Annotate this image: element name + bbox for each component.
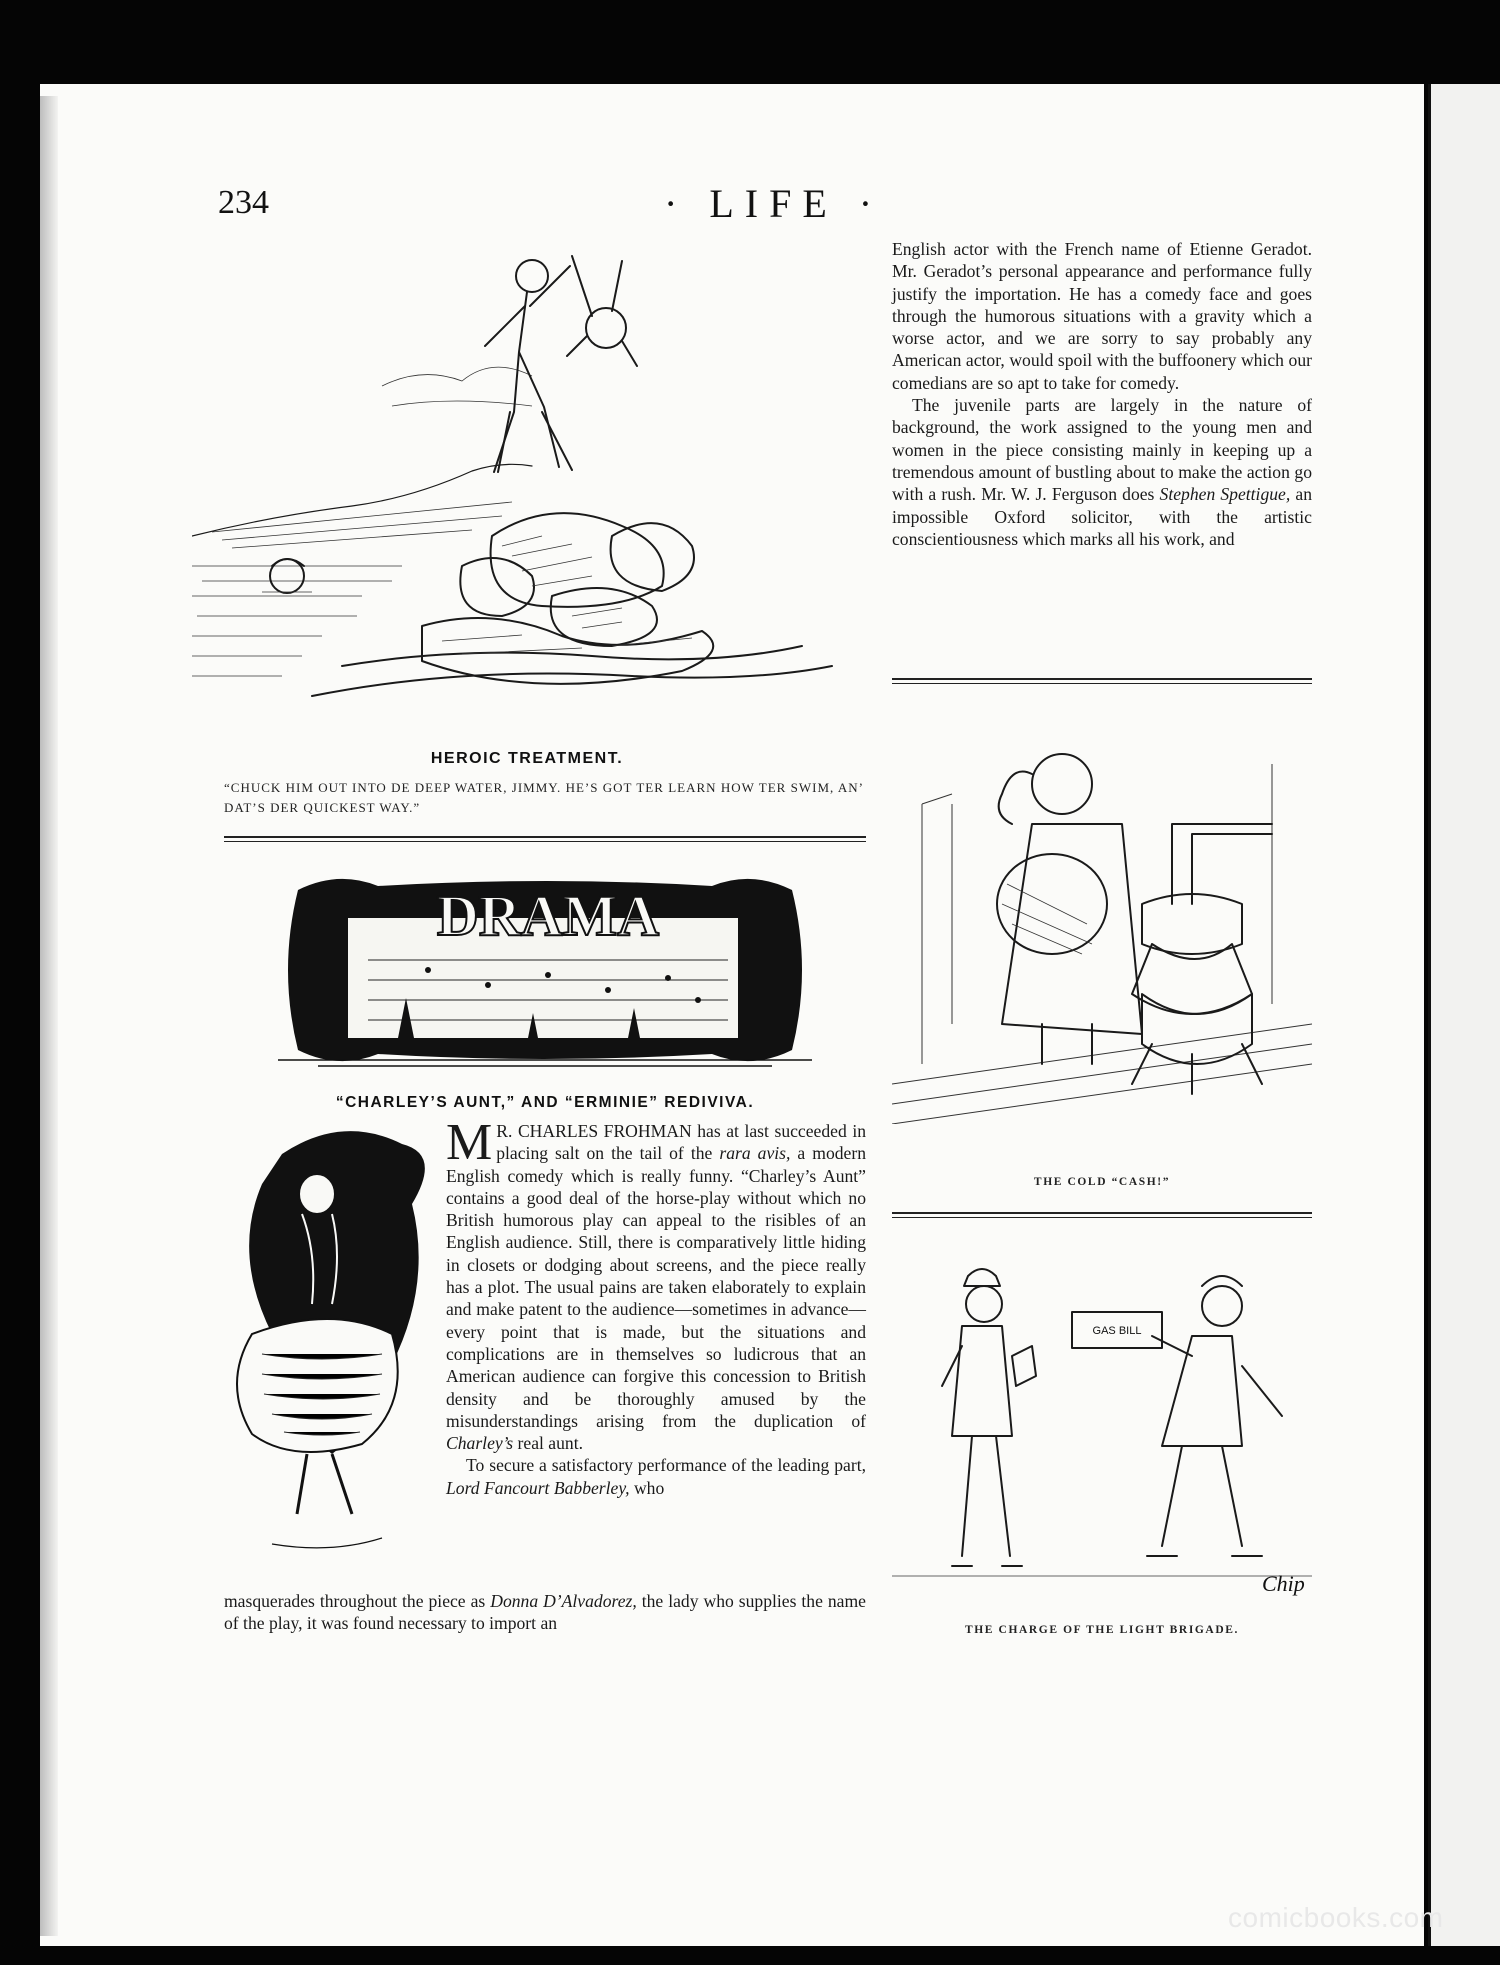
- column-divider-1: [892, 678, 1312, 684]
- article-continuation: masquerades throughout the piece as Donna D’Alvadorez, the lady who supplies the name of the play, it was found necessary to import an: [224, 1591, 866, 1634]
- light-brigade-illustration: [892, 1246, 1312, 1616]
- dancing-lady-illustration: [192, 1124, 446, 1576]
- light-brigade-caption: THE CHARGE OF THE LIGHT BRIGADE.: [964, 1624, 1239, 1636]
- column-divider-2: [892, 1212, 1312, 1218]
- site-watermark: comicbooks.com: [1228, 1902, 1444, 1933]
- article-dropcap: M: [446, 1114, 493, 1171]
- article-col2-para1: English actor with the French name of Etienne Geradot. Mr. Geradot’s personal appearance and performance fully justify the importation. He has a comedy face and goes through the humorous situations with a gravity which a worse actor, and we are sorry to say probably any American actor, would spoil with the buffoonery which our comedians are so apt to take for comedy.: [892, 239, 1312, 393]
- heroic-treatment-title: HEROIC TREATMENT.: [430, 750, 624, 767]
- article-lead: R. CHARLES FROHMAN: [496, 1121, 692, 1141]
- cold-cash-illustration: [892, 704, 1312, 1124]
- article-column-2: English actor with the French name of Etienne Geradot. Mr. Geradot’s personal appearance and performance fully justify the importation. He has a comedy face and goes through the humorous situations with a gravity which a worse actor, and we are sorry to say probably any American actor, would spoil with the buffoonery which our comedians are so apt to take for comedy. The juvenile parts are largely in the nature of background, the work assigned to the young men and women in the piece consisting mainly in keeping up a tremendous amount of bustling about to make the action go with a rush. Mr. W. J. Ferguson does Stephen Spettigue, an impossible Oxford solicitor, with the artistic conscientiousness which marks all his work, and: [892, 239, 1312, 549]
- masthead: · LIFE ·: [664, 181, 884, 226]
- artist-signature: Chip: [1262, 1571, 1305, 1596]
- cold-cash-caption: THE COLD “CASH!”: [1033, 1176, 1171, 1188]
- drama-banner: [278, 860, 812, 1076]
- page-edge: [40, 96, 58, 1936]
- page-number: 234: [218, 184, 269, 221]
- gas-bill-label: GAS BILL: [1092, 1325, 1142, 1337]
- section-divider: [224, 836, 866, 842]
- drama-banner-label: DRAMA: [436, 883, 660, 948]
- article-headline: “CHARLEY’S AUNT,” AND “ERMINIE” REDIVIVA.: [335, 1094, 755, 1111]
- article-column-1: M R. CHARLES FROHMAN has at last succeeded in placing salt on the tail of the rara avis, a modern English comedy which is really funny. “Charley’s Aunt” contains a good deal of the horse-play without which no British humorous play can appeal to the risibles of an English audience. Still, there is comparatively little hiding in closets or dodging about screens, and the piece really has a plot. The usual pains are taken elaborately to explain and make patent to the audience—sometimes in advance—every point that is made, but the situations and complications are in themselves so ludicrous that an American audience can forgive this concession to British density and be thoroughly amused by the misunderstandings arising from the duplication of Charley’s real aunt. To secure a satisfactory performance of the leading part, Lord Fancourt Babberley, who: [446, 1114, 867, 1498]
- heroic-treatment-illustration: [192, 236, 862, 726]
- heroic-treatment-caption: “CHUCK HIM OUT INTO DE DEEP WATER, JIMMY. HE’S GOT TER LEARN HOW TER SWIM, AN’ DAT’S DER QUICKEST WAY.”: [224, 780, 864, 815]
- adjacent-page-edge: [1428, 84, 1500, 1946]
